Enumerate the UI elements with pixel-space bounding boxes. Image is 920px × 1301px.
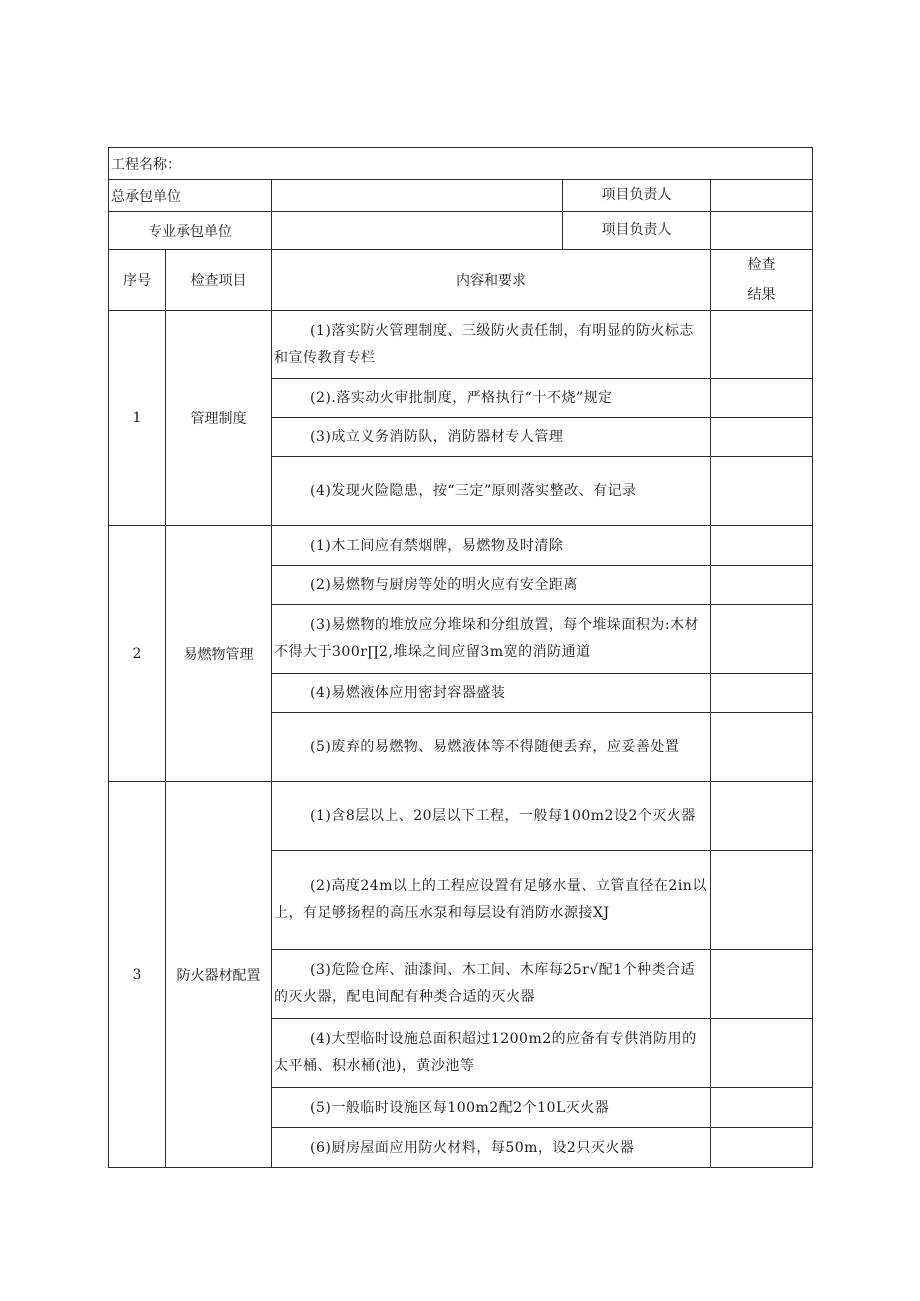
project-manager-value-2[interactable] <box>711 212 813 250</box>
result-cell[interactable] <box>711 457 813 526</box>
requirement-cell <box>272 851 711 950</box>
requirement-text: (4)发现火险隐患，按“三定”原则落实整改、有记录 <box>310 483 637 499</box>
general-contractor-row <box>109 180 813 212</box>
fire-safety-checklist-table <box>108 147 813 1168</box>
result-cell[interactable] <box>711 526 813 566</box>
col-result-header <box>711 250 813 311</box>
requirement-cell <box>272 713 711 782</box>
table-row <box>109 782 813 851</box>
result-cell[interactable] <box>711 950 813 1019</box>
table-row <box>109 311 813 379</box>
specialty-contractor-label: 专业承包单位 <box>109 212 272 250</box>
col-seq-header: 序号 <box>109 250 166 311</box>
requirement-text: (4)易燃液体应用密封容器盛装 <box>310 685 506 701</box>
result-cell[interactable] <box>711 1128 813 1168</box>
result-cell[interactable] <box>711 605 813 674</box>
result-cell[interactable] <box>711 713 813 782</box>
result-cell[interactable] <box>711 311 813 379</box>
requirement-cell <box>272 1019 711 1088</box>
specialty-contractor-field[interactable] <box>272 212 563 249</box>
specialty-contractor-row <box>109 212 813 250</box>
requirement-cell <box>272 311 711 379</box>
result-cell[interactable] <box>711 851 813 950</box>
section-1-seq: 1 <box>109 311 166 526</box>
general-contractor-value[interactable] <box>272 180 711 212</box>
requirement-cell <box>272 1088 711 1128</box>
section-1-item: 管理制度 <box>166 311 272 526</box>
requirement-cell <box>272 782 711 851</box>
col-item-header: 检查项目 <box>166 250 272 311</box>
requirement-text: (1)木工间应有禁烟牌，易燃物及时清除 <box>310 537 564 554</box>
requirement-text: (2).落实动火审批制度，严格执行“十不烧”规定 <box>310 390 613 406</box>
requirement-cell <box>272 1128 711 1168</box>
specialty-contractor-value[interactable] <box>272 212 711 250</box>
requirement-text: (4)大型临时设施总面积超过1200m2的应备有专供消防用的太平桶、积水桶(池)，黄沙池等 <box>274 1031 697 1074</box>
requirement-text: (1)落实防火管理制度、三级防火责任制，有明显的防火标志和宣传教育专栏 <box>274 322 694 366</box>
requirement-text: (5)废弃的易燃物、易燃液体等不得随便丢弃，应妥善处置 <box>310 739 680 755</box>
project-name-label: 工程名称： <box>109 148 813 180</box>
requirement-cell <box>272 457 711 526</box>
project-manager-label-2: 项目负责人 <box>601 222 672 238</box>
requirement-cell <box>272 605 711 674</box>
requirement-text: (3)成立义务消防队，消防器材专人管理 <box>310 429 564 445</box>
requirement-cell <box>272 418 711 457</box>
section-3-item: 防火器材配置 <box>166 782 272 1168</box>
table-row <box>109 526 813 566</box>
requirement-cell <box>272 566 711 605</box>
requirement-text: (3)易燃物的堆放应分堆垛和分组放置，每个堆垛面积为:木材不得大于300r∏2,堆垛之间应留3m宽的消防通道 <box>274 617 700 660</box>
requirement-text: (6)厨房屋面应用防火材料，每50m，设2只灭火器 <box>310 1139 635 1156</box>
requirement-text: (3)危险仓库、油漆间、木工间、木库每25r√配1个种类合适的灭火器，配电间配有种类合适的灭火器 <box>274 962 696 1005</box>
requirement-cell <box>272 379 711 418</box>
requirement-text: (5)一般临时设施区每100m2配2个10L灭火器 <box>310 1099 610 1116</box>
project-name-row <box>109 148 813 180</box>
requirement-text: (1)含8层以上、20层以下工程，一般每100m2设2个灭火器 <box>310 807 696 824</box>
project-manager-value-1[interactable] <box>711 180 813 212</box>
result-cell[interactable] <box>711 566 813 605</box>
requirement-text: (2)高度24m以上的工程应设置有足够水量、立管直径在2in以上，有足够扬程的高压水泵和每层设有消防水源接XJ <box>274 878 707 921</box>
column-header-row <box>109 250 813 311</box>
col-result-header-line2: 结果 <box>747 287 776 303</box>
requirement-cell <box>272 526 711 566</box>
result-cell[interactable] <box>711 1088 813 1128</box>
col-result-header-line1: 检查 <box>747 257 776 273</box>
col-content-header: 内容和要求 <box>272 250 711 311</box>
general-contractor-field[interactable] <box>272 180 563 211</box>
requirement-cell <box>272 950 711 1019</box>
result-cell[interactable] <box>711 379 813 418</box>
section-2-item: 易燃物管理 <box>166 526 272 782</box>
result-cell[interactable] <box>711 674 813 713</box>
result-cell[interactable] <box>711 782 813 851</box>
project-manager-label-1: 项目负责人 <box>601 187 672 203</box>
result-cell[interactable] <box>711 418 813 457</box>
requirement-cell <box>272 674 711 713</box>
result-cell[interactable] <box>711 1019 813 1088</box>
section-3-seq: 3 <box>109 782 166 1168</box>
section-2-seq: 2 <box>109 526 166 782</box>
general-contractor-label: 总承包单位 <box>109 180 272 212</box>
requirement-text: (2)易燃物与厨房等处的明火应有安全距离 <box>310 577 578 593</box>
